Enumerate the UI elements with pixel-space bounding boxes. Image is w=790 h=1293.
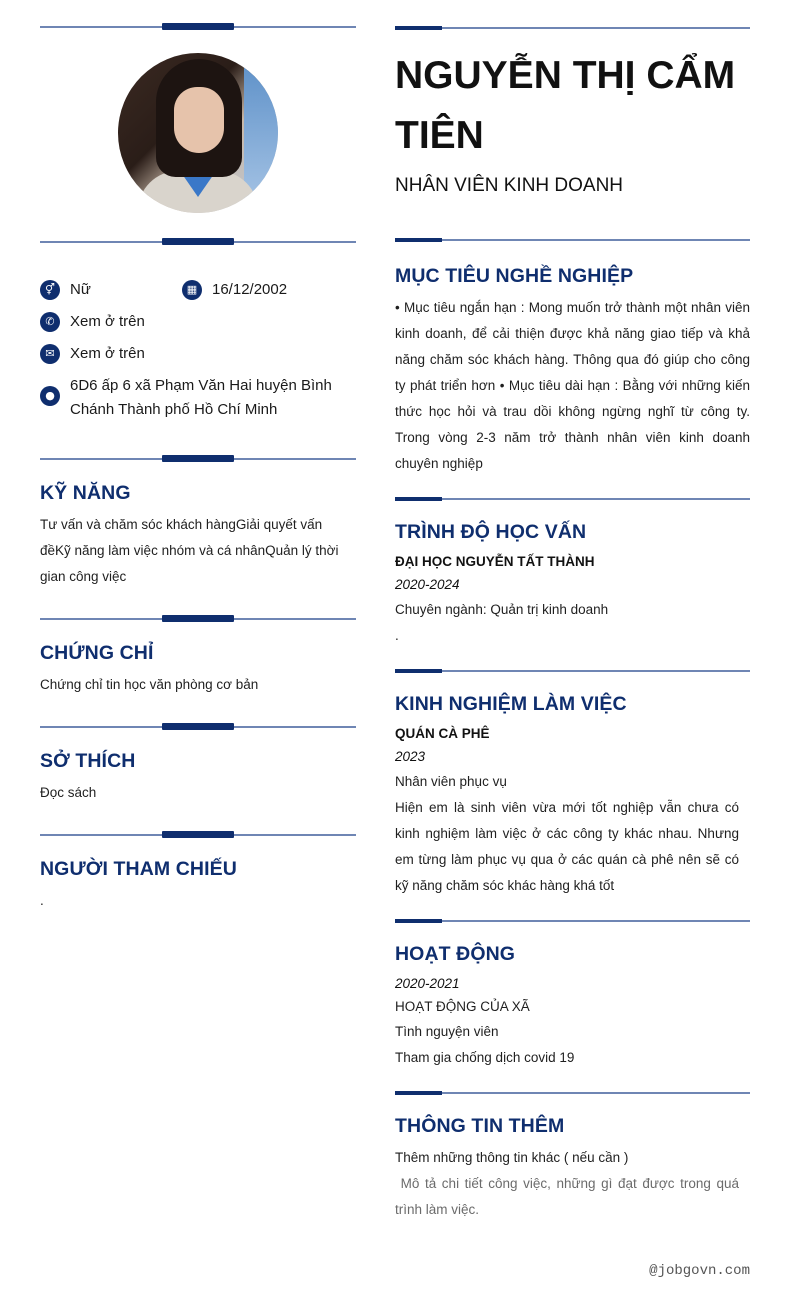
divider bbox=[40, 454, 356, 464]
divider bbox=[40, 722, 356, 732]
experience-position: Nhân viên phục vụ bbox=[395, 774, 507, 789]
experience-description: Hiện em là sinh viên vừa mới tốt nghiệp vẫn chưa có kinh nghiệm làm việc ở các công ty khác nhau. Nhưng em từng làm phục vụ qua ở các quán cà phê nên sẽ có kỹ năng chăm sóc khác hàng khá tốt bbox=[395, 800, 739, 893]
email-row bbox=[40, 342, 145, 366]
activities-role: Tình nguyện viên bbox=[395, 1024, 499, 1039]
divider bbox=[395, 1089, 750, 1097]
skills-title: KỸ NĂNG bbox=[40, 482, 131, 504]
divider bbox=[395, 24, 750, 32]
activities-org: HOẠT ĐỘNG CỦA XÃ bbox=[395, 999, 530, 1014]
email-value: Xem ở trên bbox=[70, 345, 145, 362]
additional-line1: Thêm những thông tin khác ( nếu cần ) bbox=[395, 1150, 629, 1165]
gender-icon: ⚥ bbox=[40, 280, 60, 300]
divider bbox=[395, 495, 750, 503]
additional-title: THÔNG TIN THÊM bbox=[395, 1115, 565, 1137]
hobbies-text: Đọc sách bbox=[40, 785, 97, 800]
certificates-text: Chứng chỉ tin học văn phòng cơ bản bbox=[40, 677, 259, 692]
education-major: Chuyên ngành: Quản trị kinh doanh bbox=[395, 602, 609, 617]
phone-icon: ✆ bbox=[40, 312, 60, 332]
divider bbox=[40, 830, 356, 840]
address-row bbox=[40, 374, 356, 422]
calendar-icon: ▦ bbox=[182, 280, 202, 300]
divider bbox=[40, 22, 356, 32]
divider bbox=[40, 614, 356, 624]
experience-period: 2023 bbox=[395, 749, 426, 764]
experience-title: KINH NGHIỆM LÀM VIỆC bbox=[395, 693, 627, 715]
candidate-name: NGUYỄN THỊ CẨM TIÊN bbox=[395, 54, 736, 157]
address-value: 6D6 ấp 6 xã Phạm Văn Hai huyện Bình Chánh Thành phố Hồ Chí Minh bbox=[70, 377, 332, 418]
additional-line2: Mô tả chi tiết công việc, những gì đạt được trong quá trình làm việc. bbox=[395, 1176, 743, 1217]
gender-row bbox=[40, 278, 91, 302]
gender-value: Nữ bbox=[70, 281, 91, 298]
education-school: ĐẠI HỌC NGUYỄN TẤT THÀNH bbox=[395, 554, 595, 569]
watermark: @jobgovn.com bbox=[649, 1263, 750, 1279]
job-title: NHÂN VIÊN KINH DOANH bbox=[395, 175, 624, 196]
divider bbox=[40, 237, 356, 247]
activities-title: HOẠT ĐỘNG bbox=[395, 943, 516, 965]
certificates-title: CHỨNG CHỈ bbox=[40, 642, 154, 664]
divider bbox=[395, 667, 750, 675]
phone-row bbox=[40, 310, 145, 334]
activities-detail: Tham gia chống dịch covid 19 bbox=[395, 1050, 575, 1065]
references-text: . bbox=[40, 893, 44, 908]
education-period: 2020-2024 bbox=[395, 577, 460, 592]
education-title: TRÌNH ĐỘ HỌC VẤN bbox=[395, 521, 587, 543]
skills-text: Tư vấn và chăm sóc khách hàngGiải quyết vấn đềKỹ năng làm việc nhóm và cá nhânQuản lý thời gian công việc bbox=[40, 517, 339, 584]
phone-value: Xem ở trên bbox=[70, 313, 145, 330]
avatar bbox=[118, 53, 278, 213]
experience-company: QUÁN CÀ PHÊ bbox=[395, 726, 490, 741]
references-title: NGƯỜI THAM CHIẾU bbox=[40, 858, 237, 880]
birthday-value: 16/12/2002 bbox=[212, 281, 288, 298]
activities-period: 2020-2021 bbox=[395, 976, 460, 991]
divider bbox=[395, 236, 750, 244]
education-note: . bbox=[395, 628, 399, 643]
hobbies-title: SỞ THÍCH bbox=[40, 750, 136, 772]
birthday-row bbox=[182, 278, 287, 302]
mail-icon: ✉ bbox=[40, 344, 60, 364]
divider bbox=[395, 917, 750, 925]
objective-title: MỤC TIÊU NGHỀ NGHIỆP bbox=[395, 265, 634, 287]
location-pin-icon: ● bbox=[40, 386, 60, 406]
objective-text: • Mục tiêu ngắn hạn : Mong muốn trở thành một nhân viên kinh doanh, để cải thiện được khả năng giao tiếp và khả năng chăm sóc khách hàng. Thông qua đó giúp cho công ty phát triển hơn • Mục tiêu dài hạn : Bằng với những kiến thức học hỏi và trau dồi không ngừng nghĩ từ công ty. Trong vòng 2-3 năm trở thành nhân viên kinh doanh chuyên nghiệp bbox=[395, 300, 750, 471]
